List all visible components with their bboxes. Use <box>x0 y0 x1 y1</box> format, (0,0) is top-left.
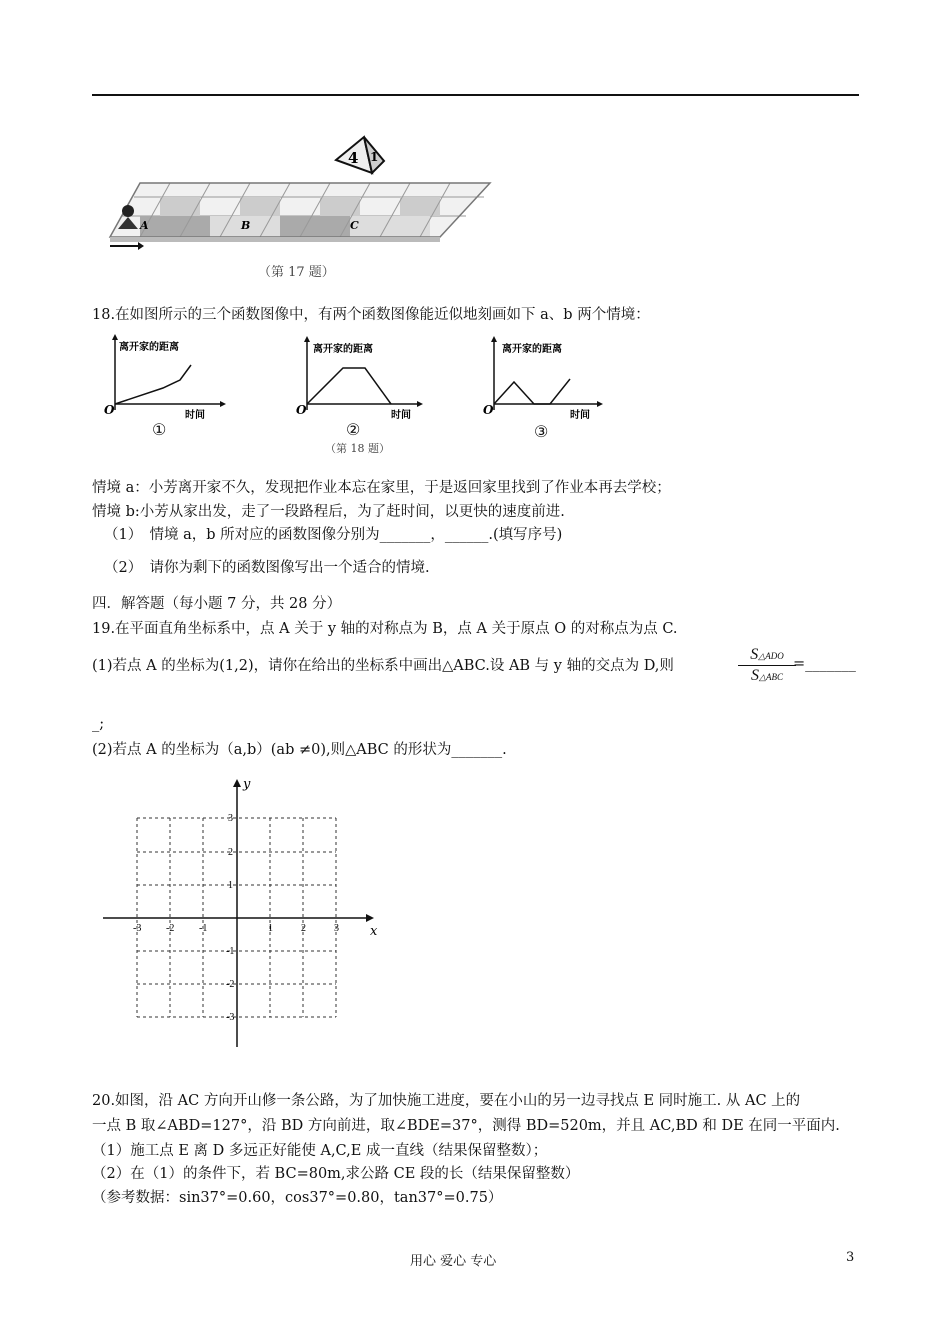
graph-1-origin: O <box>104 403 115 417</box>
frac-num: S <box>750 646 759 663</box>
graph-3 <box>482 334 612 424</box>
cell-c-label: C <box>350 219 359 232</box>
tetrahedron-die-icon <box>336 137 384 173</box>
x-tick-neg3: -3 <box>133 923 142 934</box>
q20-line4: （2）在（1）的条件下，若 BC=80m,求公路 CE 段的长（结果保留整数） <box>92 1166 580 1182</box>
pawn-icon <box>122 205 134 217</box>
graph-2-curve <box>307 368 391 404</box>
graph-3-label: ③ <box>534 422 549 441</box>
q19-blank-tail: _; <box>92 716 105 732</box>
section4-title: 四．解答题（每小题 7 分，共 28 分） <box>92 596 342 612</box>
x-tick-3: 3 <box>334 923 339 934</box>
x-tick-neg1: -1 <box>199 923 208 934</box>
graph-3-curve <box>494 379 570 404</box>
q18-situation-b: 情境 b:小芳从家出发，走了一段路程后，为了赶时间，以更快的速度前进. <box>92 504 565 520</box>
frac-num-sub: △ADO <box>758 651 784 661</box>
y-tick-neg2: -2 <box>226 979 235 990</box>
graph-1-xlabel: 时间 <box>185 410 205 421</box>
q20-line2: 一点 B 取∠ABD=127°，沿 BD 方向前进，取∠BDE=37°，测得 BD=520m，并且 AC,BD 和 DE 在同一平面内. <box>92 1118 840 1134</box>
x-tick-2: 2 <box>301 923 306 934</box>
q18-situation-a: 情境 a：小芳离开家不久，发现把作业本忘在家里，于是返回家里找到了作业本再去学校； <box>92 480 671 496</box>
graph-1-curve <box>115 365 191 404</box>
q20-line5: （参考数据：sin37°=0.60，cos37°=0.80，tan37°=0.75） <box>92 1190 503 1206</box>
q18-part1: （1） 情境 a，b 所对应的函数图像分别为_______，______.(填写序号) <box>104 527 563 543</box>
y-tick-neg1: -1 <box>226 946 235 957</box>
graph-2-origin: O <box>296 403 307 417</box>
y-tick-neg3: -3 <box>226 1012 235 1023</box>
game-board <box>110 183 490 237</box>
graph-2 <box>295 334 425 424</box>
graph-3-origin: O <box>483 403 494 417</box>
y-tick-2: 2 <box>228 847 233 858</box>
graph-1-ylabel: 离开家的距离 <box>119 342 179 353</box>
die-face-side: 1 <box>370 150 379 164</box>
coordinate-grid <box>100 775 400 1055</box>
y-tick-3: 3 <box>228 813 233 824</box>
q19-part2: (2)若点 A 的坐标为（a,b）(ab ≠0),则△ABC 的形状为_______. <box>92 742 507 758</box>
graph-2-ylabel: 离开家的距离 <box>313 344 373 355</box>
q20-line1: 20.如图，沿 AC 方向开山修一条公路，为了加快施工进度，要在小山的另一边寻找点 E 同时施工. 从 AC 上的 <box>92 1093 801 1109</box>
cell-a-label: A <box>140 219 149 232</box>
y-axis-label: y <box>243 777 251 792</box>
q19-answer-blank: =_______ <box>793 656 856 672</box>
page-number: 3 <box>846 1250 855 1265</box>
die-face-top: 4 <box>348 149 359 167</box>
q19-stem: 19.在平面直角坐标系中，点 A 关于 y 轴的对称点为 B，点 A 关于原点 O 的对称点为点 C. <box>92 621 678 637</box>
header-rule <box>92 94 859 96</box>
q20-line3: （1）施工点 E 离 D 多远正好能使 A,C,E 成一直线（结果保留整数）； <box>92 1143 548 1159</box>
fig18-caption: （第 18 题） <box>325 442 390 455</box>
x-tick-neg2: -2 <box>166 923 175 934</box>
frac-den: S <box>751 667 760 684</box>
graph-2-xlabel: 时间 <box>391 410 411 421</box>
area-ratio-fraction <box>738 646 796 685</box>
cell-b-label: B <box>241 219 251 232</box>
frac-den-sub: △ABC <box>759 672 783 682</box>
q19-part1: (1)若点 A 的坐标为(1,2)，请你在给出的坐标系中画出△ABC.设 AB 与 y 轴的交点为 D,则 <box>92 658 674 674</box>
footer-motto: 用心 爱心 专心 <box>410 1254 497 1269</box>
q18-stem: 18.在如图所示的三个函数图像中，有两个函数图像能近似地刻画如下 a、b 两个情境： <box>92 307 650 323</box>
graph-1 <box>103 332 233 422</box>
y-tick-1: 1 <box>228 880 233 891</box>
q18-part2: （2） 请你为剩下的函数图像写出一个适合的情境. <box>104 560 430 576</box>
x-axis-label: x <box>370 924 378 939</box>
x-tick-1: 1 <box>268 923 273 934</box>
graph-1-label: ① <box>152 420 167 439</box>
graph-3-ylabel: 离开家的距离 <box>502 344 562 355</box>
fig17-caption: （第 17 题） <box>258 265 335 280</box>
graph-3-xlabel: 时间 <box>570 410 590 421</box>
graph-2-label: ② <box>346 420 361 439</box>
